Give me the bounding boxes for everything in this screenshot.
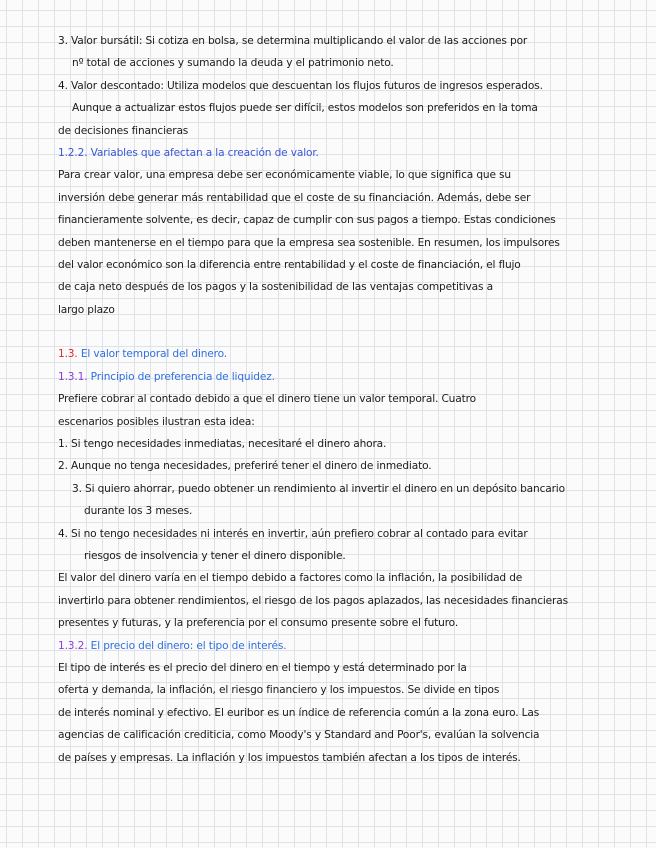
text-line: escenarios posibles ilustran esta idea: (58, 415, 255, 428)
section-title: El precio del dinero: el tipo de interés. (87, 639, 287, 652)
handwritten-notes-page (58, 30, 630, 769)
text-line: inversión debe generar más rentabilidad que el coste de su financiación. Además, debe ser (58, 191, 531, 204)
section-heading-1-2-2: 1.2.2. Variables que afectan a la creación de valor. (58, 146, 319, 159)
text-line: Aunque a actualizar estos flujos puede ser difícil, estos modelos son preferidos en la toma (72, 102, 538, 115)
text-line: de países y empresas. La inflación y los impuestos también afectan a los tipos de interés. (58, 751, 521, 764)
text-line: de decisiones financieras (58, 124, 189, 137)
text-line: 4. Valor descontado: Utiliza modelos que descuentan los flujos futuros de ingresos esperados. (58, 79, 543, 92)
text-line: El valor del dinero varía en el tiempo debido a factores como la inflación, la posibilidad de (58, 572, 523, 585)
text-line: Prefiere cobrar al contado debido a que el dinero tiene un valor temporal. Cuatro (58, 393, 476, 406)
section-number: 1.3.2. (58, 639, 88, 652)
list-item: 2. Aunque no tenga necesidades, preferiré tener el dinero de inmediato. (58, 460, 432, 473)
section-title: Principio de preferencia de liquidez. (87, 370, 275, 383)
section-heading-1-3 (58, 343, 630, 365)
text-line: de caja neto después de los pagos y la sostenibilidad de las ventajas competitivas a (58, 281, 493, 294)
list-item-continuation: riesgos de insolvencia y tener el dinero disponible. (84, 549, 346, 562)
text-line: agencias de calificación crediticia, como Moody's y Standard and Poor's, evalúan la solvencia (58, 729, 540, 742)
section-heading-1-3-2 (58, 635, 630, 657)
section-number: 1.3.1. (58, 370, 88, 383)
text-line: largo plazo (58, 303, 115, 316)
text-line: oferta y demanda, la inflación, el riesgo financiero y los impuestos. Se divide en tipos (58, 684, 500, 697)
list-item: 3. Si quiero ahorrar, puedo obtener un rendimiento al invertir el dinero en un depósito bancario (72, 482, 565, 495)
text-line: deben mantenerse en el tiempo para que la empresa sea sostenible. En resumen, los impulsores (58, 236, 560, 249)
list-item: 4. Si no tengo necesidades ni interés en invertir, aún prefiero cobrar al contado para evitar (58, 527, 528, 540)
blank-line (58, 321, 630, 343)
list-item-continuation: durante los 3 meses. (84, 505, 193, 518)
text-line: Para crear valor, una empresa debe ser económicamente viable, lo que significa que su (58, 169, 511, 182)
text-line: financieramente solvente, es decir, capaz de cumplir con sus pagos a tiempo. Estas condiciones (58, 214, 556, 227)
section-title: El valor temporal del dinero. (77, 348, 227, 361)
text-line: presentes y futuras, y la preferencia por el consumo presente sobre el futuro. (58, 617, 459, 630)
text-line: nº total de acciones y sumando la deuda y el patrimonio neto. (72, 57, 394, 70)
text-line: del valor económico son la diferencia entre rentabilidad y el coste de financiación, el flujo (58, 258, 521, 271)
text-line: invertirlo para obtener rendimientos, el riesgo de los pagos aplazados, las necesidades financieras (58, 594, 568, 607)
section-number: 1.3. (58, 348, 78, 361)
text-line: de interés nominal y efectivo. El euribor es un índice de referencia común a la zona euro. Las (58, 706, 540, 719)
text-line: El tipo de interés es el precio del dinero en el tiempo y está determinado por la (58, 661, 467, 674)
text-line: 3. Valor bursátil: Si cotiza en bolsa, se determina multiplicando el valor de las acciones por (58, 35, 528, 47)
list-item: 1. Si tengo necesidades inmediatas, necesitaré el dinero ahora. (58, 438, 387, 451)
section-heading-1-3-1 (58, 366, 630, 388)
